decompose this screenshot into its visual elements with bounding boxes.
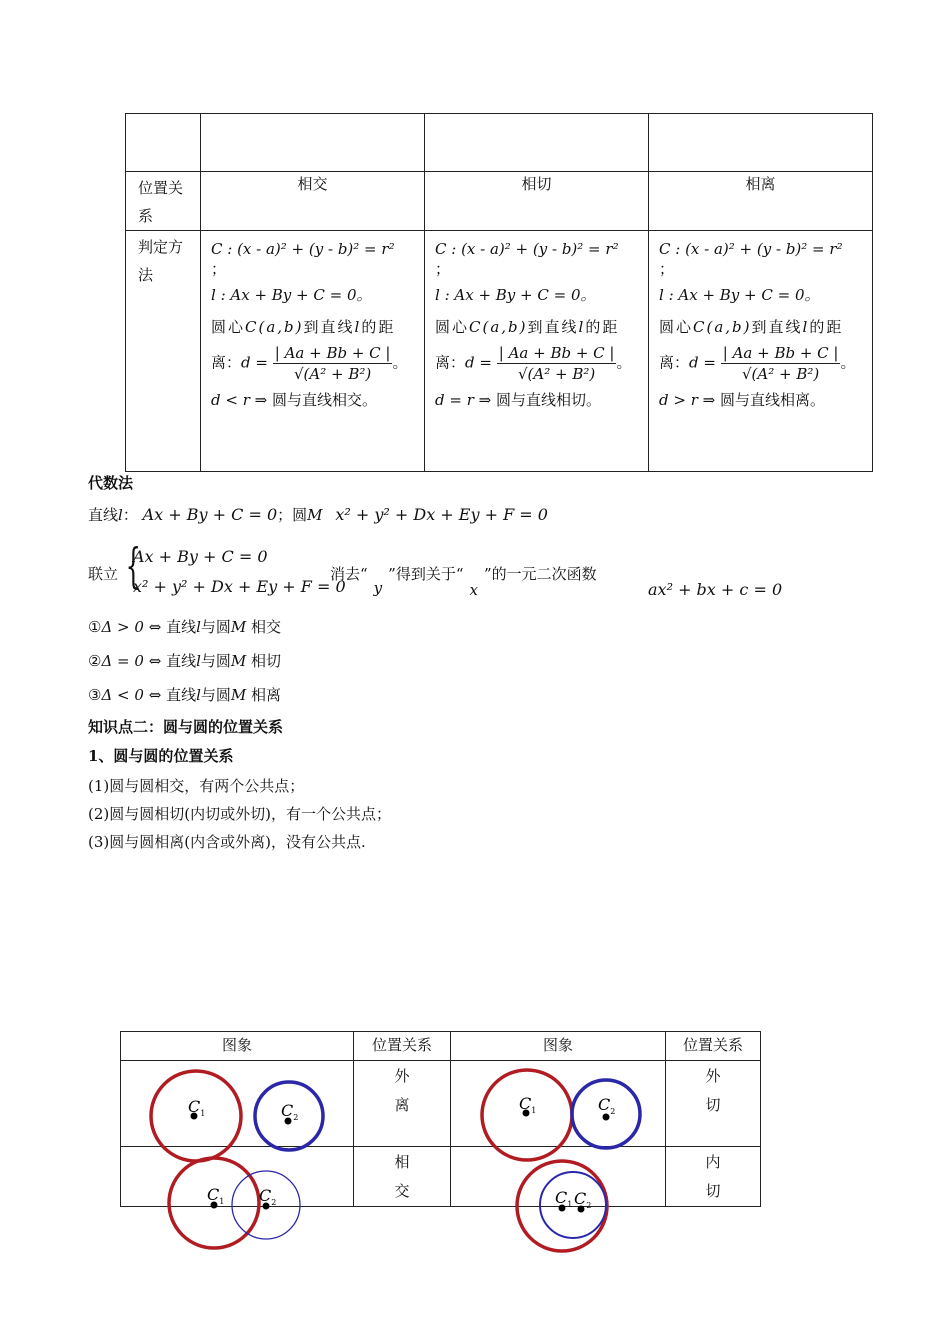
distance-formula: $\frac{| Aa + Bb + C |}{\text{√(A² + B²)}}$ bbox=[274, 344, 391, 383]
relation-separate: 相离 bbox=[649, 172, 873, 231]
circle-equation: C : (x - a)² + (y - b)² = r² bbox=[211, 240, 395, 258]
relation-intersect: 相交 bbox=[201, 172, 425, 231]
section-subtitle: 1、圆与圆的位置关系 bbox=[88, 747, 234, 765]
combine-label: 联立 bbox=[88, 565, 119, 583]
line-equation: l : Ax + By + C = 0。 bbox=[659, 286, 820, 304]
relation-cell: 外 切 bbox=[666, 1061, 761, 1147]
header-relation: 位置关系 bbox=[354, 1032, 451, 1061]
row-label-method: 判定方法 bbox=[126, 231, 201, 472]
quadratic-equation: ax² + bx + c = 0 bbox=[648, 580, 783, 599]
list-item: (1)圆与圆相交，有两个公共点； bbox=[88, 777, 305, 795]
section-title: 知识点二：圆与圆的位置关系 bbox=[88, 718, 284, 736]
c1-label: $C_1$ bbox=[207, 1185, 225, 1206]
line-equation: l : Ax + By + C = 0。 bbox=[435, 286, 596, 304]
c2-label: $C_2$ bbox=[281, 1101, 299, 1122]
distance-formula: $\frac{| Aa + Bb + C |}{\text{√(A² + B²)}}$ bbox=[498, 344, 615, 383]
equation-system: Ax + By + C = 0 x² + y² + Dx + Ey + F = 0 bbox=[133, 547, 346, 596]
center-dot bbox=[603, 1114, 610, 1121]
list-item: (2)圆与圆相切(内切或外切)，有一个公共点； bbox=[88, 805, 391, 823]
method-cell-tangent: C : (x - a)² + (y - b)² = r² ； l : Ax + By + C = 0。 圆心C(a,b)到直线l的距 离：d = $\frac{| Aa + Bb + C |}{\text{√(A² + B²)}}$ 。 d = r ⇒ 圆与直线相切。 bbox=[425, 231, 649, 472]
c1-label: $C_1$ bbox=[188, 1097, 206, 1118]
relation-tangent: 相切 bbox=[425, 172, 649, 231]
relation-cell: 相 交 bbox=[354, 1147, 451, 1207]
header-image: 图象 bbox=[121, 1032, 354, 1061]
case-2: ②Δ = 0 ⇔ 直线l与圆M 相切 bbox=[88, 652, 282, 670]
c2-label: $C_2$ bbox=[574, 1189, 592, 1210]
line-and-circle-equations: 直线l： Ax + By + C = 0；圆M x² + y² + Dx + Ey + F = 0 bbox=[88, 505, 548, 524]
header-image: 图象 bbox=[451, 1032, 666, 1061]
header-relation: 位置关系 bbox=[666, 1032, 761, 1061]
relation-cell: 内 切 bbox=[666, 1147, 761, 1207]
c2-label: $C_2$ bbox=[259, 1186, 277, 1207]
distance-formula: $\frac{| Aa + Bb + C |}{\text{√(A² + B²)}}$ bbox=[722, 344, 839, 383]
circle-equation: C : (x - a)² + (y - b)² = r² bbox=[435, 240, 619, 258]
blue-circle bbox=[540, 1172, 606, 1238]
list-item: (3)圆与圆相离(内含或外离)，没有公共点. bbox=[88, 833, 366, 851]
c1-label: $C_1$ bbox=[519, 1094, 537, 1115]
system-brace: { bbox=[125, 538, 141, 594]
case-1: ①Δ > 0 ⇔ 直线l与圆M 相交 bbox=[88, 618, 282, 636]
line-equation: l : Ax + By + C = 0。 bbox=[211, 286, 372, 304]
circle-equation: C : (x - a)² + (y - b)² = r² bbox=[659, 240, 843, 258]
c2-label: $C_2$ bbox=[598, 1095, 616, 1116]
elimination-text: 消去“y”得到关于“x”的一元二次函数 bbox=[330, 565, 597, 599]
algebra-heading: 代数法 bbox=[88, 474, 134, 492]
row-label-relation: 位置关系 bbox=[126, 172, 201, 231]
relation-cell: 外 离 bbox=[354, 1061, 451, 1147]
c1-label: $C_1$ bbox=[555, 1188, 573, 1209]
method-cell-separate: C : (x - a)² + (y - b)² = r² ； l : Ax + By + C = 0。 圆心C(a,b)到直线l的距 离：d = $\frac{| Aa + Bb + C |}{\text{√(A² + B²)}}$ 。 d > r ⇒ 圆与直线相离。 bbox=[649, 231, 873, 472]
method-cell-intersect: C : (x - a)² + (y - b)² = r² ； l : Ax + By + C = 0。 圆心C(a,b)到直线l的距 离：d = $\frac{| Aa + Bb + C |}{\text{√(A² + B²)}}$ 。 d < r ⇒ 圆与直线相交。 bbox=[201, 231, 425, 472]
case-3: ③Δ < 0 ⇔ 直线l与圆M 相离 bbox=[88, 686, 282, 704]
